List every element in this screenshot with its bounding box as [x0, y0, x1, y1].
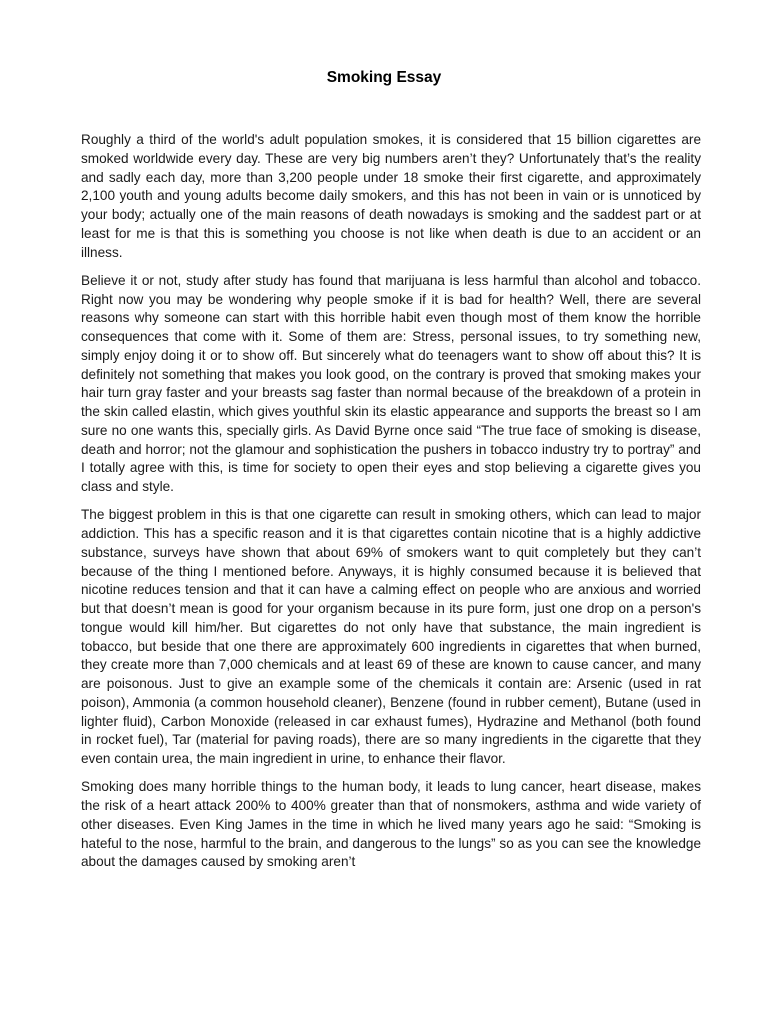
document-title: Smoking Essay [326, 69, 442, 86]
paragraph-4: Smoking does many horrible things to the human body, it leads to lung cancer, heart disease, makes the risk of a heart attack 200% to 400% greater than that of nonsmokers, asthma and wide variety of other diseases. Even King James in the time in which he lived many years ago he said: “Smoking is hateful to the nose, harmful to the brain, and dangerous to the lungs” so as you can see the knowledge about the damages caused by smoking aren’t [81, 779, 701, 870]
document-body [81, 131, 701, 882]
paragraph-2: Believe it or not, study after study has found that marijuana is less harmful than alcohol and tobacco. Right now you may be wondering why people smoke if it is bad for health? Well, there are several reasons why someone can start with this horrible habit even though most of them know the horrible consequences that come with it. Some of them are: Stress, personal issues, to try something new, simply enjoy doing it or to show off. But sincerely what do teenagers want to show off about this? It is definitely not something that makes you look good, on the contrary is proved that smoking makes your hair turn gray faster and your breasts sag faster than normal because of the breakdown of a protein in the skin called elastin, which gives youthful skin its elastic appearance and supports the breast so I am sure no one wants this, specially girls. As David Byrne once said “The true face of smoking is disease, death and horror; not the glamour and sophistication the pushers in tobacco industry try to portray” and I totally agree with this, is time for society to open their eyes and stop believing a cigarette gives you class and style. [81, 272, 701, 494]
paragraph-3: The biggest problem in this is that one cigarette can result in smoking others, which can lead to major addiction. This has a specific reason and it is that cigarettes contain nicotine that is a highly addictive substance, surveys have shown that about 69% of smokers want to quit completely but they can’t because of the thing I mentioned before. Anyways, it is highly consumed because it is believed that nicotine reduces tension and that it can have a calming effect on people who are anxious and worried but that doesn’t mean is good for your organism because in its pure form, just one drop on a person's tongue would kill him/her. But cigarettes do not only have that substance, the main ingredient is tobacco, but beside that one there are approximately 600 ingredients in cigarettes that when burned, they create more than 7,000 chemicals and at least 69 of these are known to cause cancer, and many are poisonous. Just to give an example some of the chemicals it contain are: Arsenic (used in rat poison), Ammonia (a common household cleaner), Benzene (found in rubber cement), Butane (used in lighter fluid), Carbon Monoxide (released in car exhaust fumes), Hydrazine and Methanol (both found in rocket fuel), Tar (material for paving roads), there are so many ingredients in the cigarette that they even contain urea, the main ingredient in urine, to enhance their flavor. [81, 507, 701, 766]
paragraph-1: Roughly a third of the world's adult population smokes, it is considered that 15 billion cigarettes are smoked worldwide every day. These are very big numbers aren’t they? Unfortunately that’s the reality and sadly each day, more than 3,200 people under 18 smoke their first cigarette, and approximately 2,100 youth and young adults become daily smokers, and this has not been in vain or is unnoticed by your body; actually one of the main reasons of death nowadays is smoking and the saddest part or at least for me is that this is something you choose is not like when death is due to an accident or an illness. [81, 132, 701, 260]
